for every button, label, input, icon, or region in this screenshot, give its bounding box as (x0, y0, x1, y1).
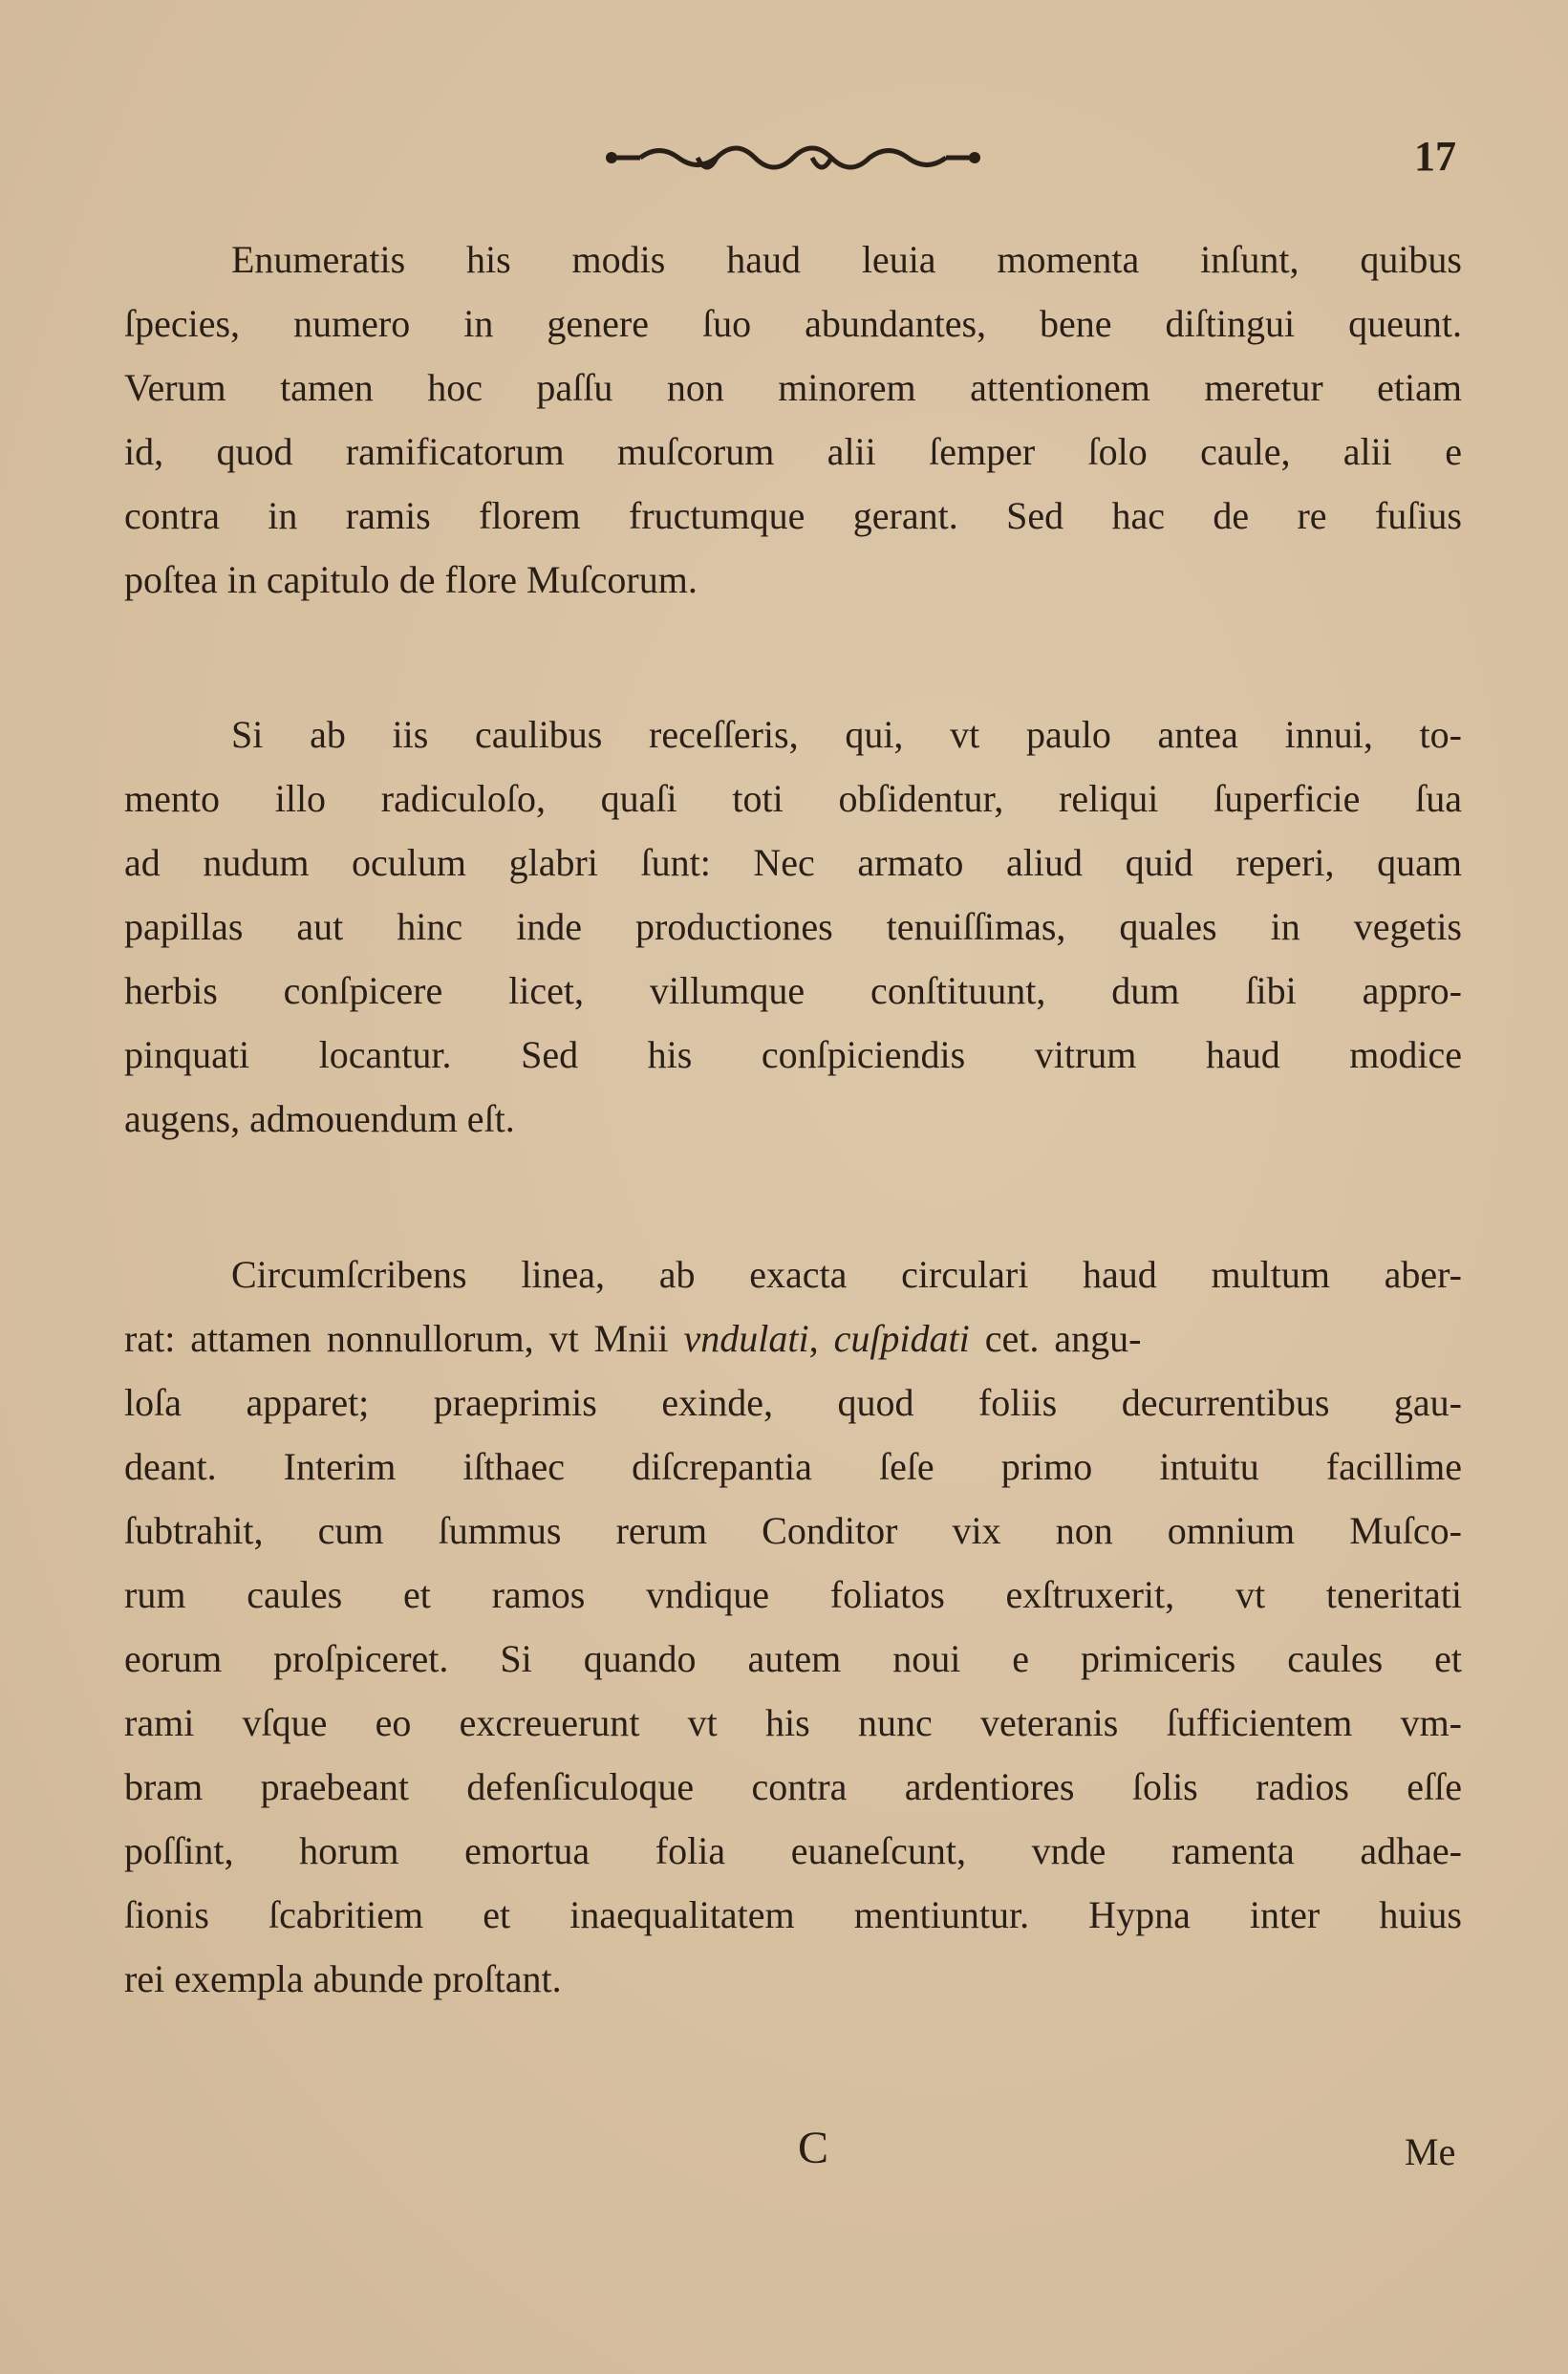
text-line: ad nudum oculum glabri ſunt: Nec armato aliud quid reperi, quam (124, 841, 1462, 884)
text-line: deant. Interim iſthaec diſcrepantia ſeſe primo intuitu facillime (124, 1445, 1462, 1488)
text-line (124, 1306, 1462, 1370)
text-line: pinquati locantur. Sed his conſpiciendis vitrum haud modice (124, 1033, 1462, 1076)
italic-species-name: cuſpidati (833, 1317, 970, 1360)
paragraph-1 (124, 227, 1462, 612)
text-line: Circumſcribens linea, ab exacta circulari haud multum aber- (231, 1253, 1462, 1296)
text-line: ſpecies, numero in genere ſuo abundantes, bene diſtingui queunt. (124, 302, 1462, 345)
signature-mark: C (798, 2123, 829, 2173)
text-segment: cet. angu- (969, 1317, 1142, 1360)
header-ornament (602, 134, 984, 182)
italic-species-name: vndulati (683, 1317, 809, 1360)
text-line: ſubtrahit, cum ſummus rerum Conditor vix non omnium Muſco- (124, 1509, 1462, 1552)
text-line: loſa apparet; praeprimis exinde, quod foliis decurrentibus gau- (124, 1381, 1462, 1424)
text-line: herbis conſpicere licet, villumque conſtituunt, dum ſibi appro- (124, 969, 1462, 1012)
text-line: Verum tamen hoc paſſu non minorem attentionem meretur etiam (124, 366, 1462, 409)
text-line: contra in ramis florem fructumque gerant. Sed hac de re fuſius (124, 494, 1462, 537)
text-line: rei exempla abunde proſtant. (124, 1957, 562, 2000)
text-line: eorum proſpiceret. Si quando autem noui e primiceris caules et (124, 1637, 1462, 1680)
text-line: Enumeratis his modis haud leuia momenta inſunt, quibus (231, 238, 1462, 281)
text-line: poſſint, horum emortua folia euaneſcunt, vnde ramenta adhae- (124, 1829, 1462, 1872)
text-line: rum caules et ramos vndique foliatos exſtruxerit, vt teneritati (124, 1573, 1462, 1616)
text-line: mento illo radiculoſo, quaſi toti obſidentur, reliqui ſuperficie ſua (124, 777, 1462, 820)
text-line: ſionis ſcabritiem et inaequalitatem mentiuntur. Hypna inter huius (124, 1893, 1462, 1936)
catchword: Me (1405, 2130, 1456, 2173)
text-segment: rat: attamen nonnullorum, vt Mnii (124, 1317, 684, 1360)
text-line: Si ab iis caulibus receſſeris, qui, vt paulo antea innui, to- (231, 713, 1462, 756)
page-number: 17 (1414, 133, 1456, 180)
paragraph-2 (124, 702, 1462, 1151)
paragraph-3 (124, 1242, 1462, 2011)
text-line: id, quod ramificatorum muſcorum alii ſemper ſolo caule, alii e (124, 430, 1462, 473)
text-line: bram praebeant defenſiculoque contra ardentiores ſolis radios eſſe (124, 1765, 1462, 1808)
text-line: papillas aut hinc inde productiones tenuiſſimas, quales in vegetis (124, 905, 1462, 948)
text-segment: , (808, 1317, 834, 1360)
text-line: rami vſque eo excreuerunt vt his nunc veteranis ſufficientem vm- (124, 1701, 1462, 1744)
text-line: augens, admouendum eſt. (124, 1097, 515, 1140)
text-line: poſtea in capitulo de flore Muſcorum. (124, 558, 698, 601)
